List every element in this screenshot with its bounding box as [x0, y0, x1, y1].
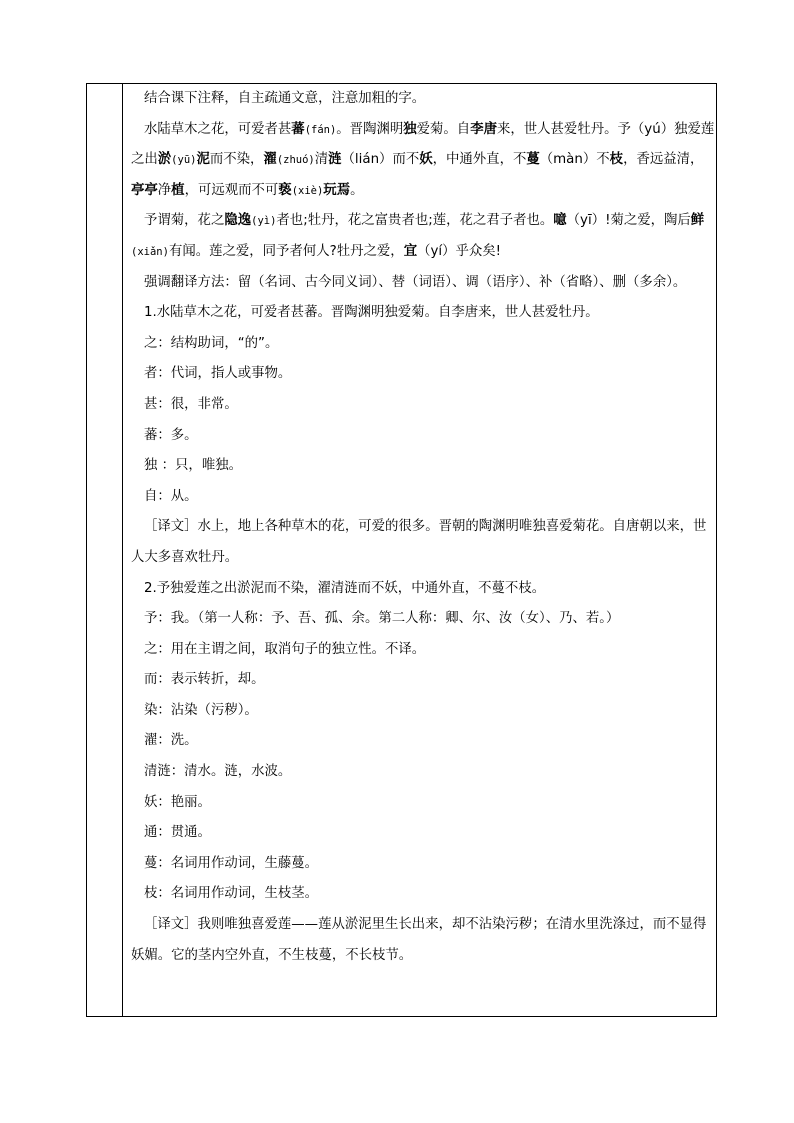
intro-text: 结合课下注释，自主疏通文意，注意加粗的字。 — [144, 91, 426, 106]
content-cell — [131, 84, 715, 971]
bold-keyword: 蕃 — [291, 121, 305, 137]
text-run: （yī）!菊之爱，陶后 — [566, 213, 691, 229]
vocab-note: 濯：洗。 — [144, 733, 198, 749]
bold-keyword: 李唐 — [470, 121, 497, 137]
vocab-note: 妖：艳丽。 — [144, 794, 211, 810]
bold-keyword: 枝 — [609, 152, 624, 168]
notes-2 — [131, 604, 715, 910]
vocab-note: 清涟：清水。涟，水波。 — [144, 764, 292, 780]
bold-keyword: 淤 — [157, 152, 172, 168]
text-run: 清 — [314, 152, 329, 168]
text-run: 来，世人甚爱牡丹。予（yú）独爱莲之出 — [131, 121, 715, 168]
vocab-note: 枝：名词用作动词，生枝茎。 — [144, 886, 319, 902]
text-run: 爱菊。自 — [416, 121, 471, 137]
sentence-2: 2.予独爱莲之出淤泥而不染，濯清涟而不妖，中通外直，不蔓不枝。 — [144, 580, 546, 596]
translation-2: ［译文］我则唯独喜爱莲——莲从淤泥里生长出来，却不沾染污秽；在清水里洗涤过，而不显得妖媚。它的茎内空外直，不生枝蔓，不长枝节。 — [131, 917, 707, 963]
bold-keyword: 植 — [171, 182, 185, 198]
notes-1 — [131, 329, 715, 513]
bold-keyword: 焉 — [336, 182, 351, 198]
translation-method: 强调翻译方法：留（名词、古今同义词）、替（词语）、调（语序）、补（省略）、删（多余）。 — [144, 274, 687, 290]
vocab-note: 予：我。（第一人称：予、吾、孤、余。第二人称：卿、尔、汝（女）、乃、若。） — [144, 611, 620, 627]
text-run: （màn）不 — [539, 152, 610, 168]
bold-keyword: 妖 — [419, 152, 433, 168]
translation-1: ［译文］水上，地上各种草木的花，可爱的很多。晋朝的陶渊明唯独喜爱菊花。自唐朝以来，世人大多喜欢牡丹。 — [131, 519, 707, 565]
vocab-note: 而：表示转折，却。 — [144, 672, 265, 688]
bold-keyword: 玩 — [323, 182, 337, 198]
bold-keyword: 独 — [403, 121, 417, 137]
text-run: 予谓菊，花之 — [144, 213, 225, 229]
vocab-note: 蔓：名词用作动词，生藤蔓。 — [144, 855, 319, 871]
vocab-note: 之：结构助词，“的”。 — [144, 335, 279, 351]
text-run: 净 — [157, 182, 172, 198]
bold-keyword: 鲜 — [690, 213, 705, 229]
text-paragraph-1 — [131, 115, 715, 207]
sentence-1: 1.水陆草木之花，可爱者甚蕃。晋陶渊明独爱菊。自李唐来，世人甚爱牡丹。 — [144, 305, 599, 321]
text-run: ，香远益清， — [623, 152, 704, 168]
text-run: (fán) — [304, 123, 337, 136]
text-run: （yí）乎众矣! — [417, 243, 502, 259]
lesson-table — [86, 83, 717, 1017]
text-run: (xiǎn) — [131, 245, 169, 258]
text-run: 。晋陶渊明 — [336, 121, 404, 137]
vocab-note: 甚：很，非常。 — [144, 396, 238, 412]
vocab-note: 通：贯通。 — [144, 825, 211, 841]
vocab-note: 自：从。 — [144, 488, 198, 504]
vocab-note: 独 ：只，唯独。 — [144, 458, 242, 474]
text-run: 有闻。莲之爱，同予者何人?牡丹之爱， — [168, 243, 404, 259]
text-run: ，可远观而不可 — [184, 182, 279, 198]
text-run: 。 — [350, 182, 364, 198]
text-run: ，中通外直，不 — [432, 152, 527, 168]
left-column — [87, 84, 123, 1016]
bold-keyword: 宜 — [403, 243, 418, 259]
bold-keyword: 亵 — [278, 182, 292, 198]
bold-keyword: 隐逸 — [224, 213, 252, 229]
text-run: 而不染， — [209, 152, 264, 168]
vocab-note: 者：代词，指人或事物。 — [144, 366, 292, 382]
text-run: (yì) — [251, 215, 277, 228]
bold-keyword: 濯 — [263, 152, 277, 168]
text-paragraph-2 — [131, 206, 715, 267]
bold-keyword: 泥 — [196, 152, 210, 168]
text-run: （lián）而不 — [341, 152, 420, 168]
bold-keyword: 涟 — [328, 152, 342, 168]
bold-keyword: 蔓 — [526, 152, 540, 168]
text-run: (zhuó) — [276, 154, 315, 167]
vocab-note: 蕃：多。 — [144, 427, 198, 443]
text-run: 水陆草木之花，可爱者甚 — [144, 121, 292, 137]
vocab-note: 染：沾染（污秽）。 — [144, 702, 258, 718]
bold-keyword: 噫 — [553, 213, 567, 229]
text-run: 者也;牡丹，花之富贵者也;莲，花之君子者也。 — [276, 213, 554, 229]
bold-keyword: 亭亭 — [131, 182, 158, 198]
text-run: (yū) — [171, 154, 197, 167]
text-run: (xiè) — [291, 184, 324, 197]
vocab-note: 之：用在主谓之间，取消句子的独立性。不译。 — [144, 641, 426, 657]
